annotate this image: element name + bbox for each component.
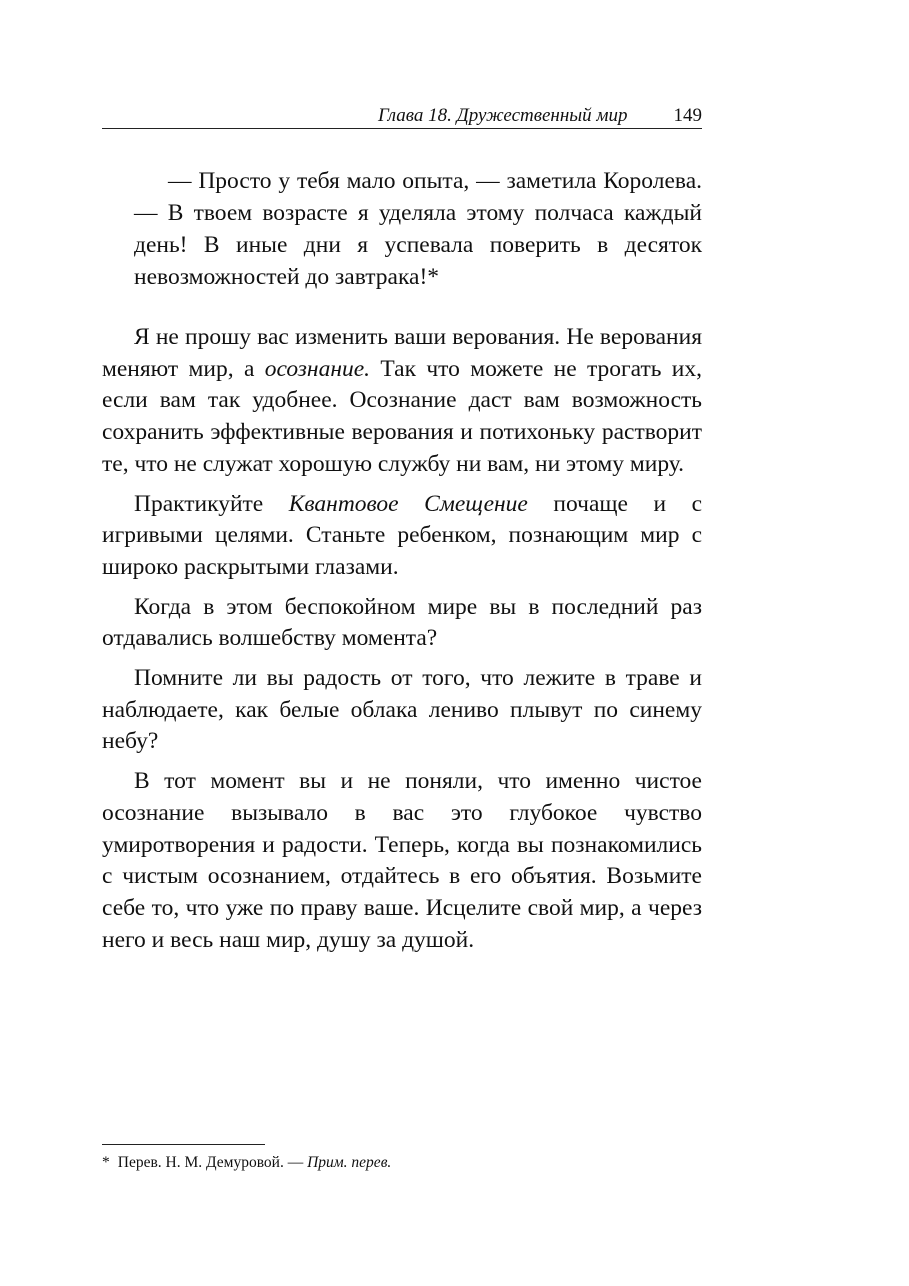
- chapter-title: Глава 18. Дружественный мир: [377, 105, 628, 126]
- paragraph-1-text-end: Так что можете не трогать их, если вам так удобнее. Осознание даст вам возможность сохранить эффективные верования и потихоньку растворит те, что не служат хорошую службу ни вам, ни этому миру.: [102, 355, 702, 477]
- epigraph-quote: [134, 165, 702, 293]
- footnote-note: Прим. перев.: [307, 1154, 392, 1171]
- emphasis-awareness: осознание.: [264, 355, 371, 382]
- running-header: [102, 102, 702, 129]
- paragraph-3: Когда в этом беспокойном мире вы в последний раз отдавались волшебству момента?: [102, 593, 702, 652]
- paragraph-2-text-start: Практикуйте: [134, 490, 289, 517]
- epigraph-text: — Просто у тебя мало опыта, — заметила Королева. — В твоем возрасте я уделяла этому полчаса каждый день! В иные дни я успевала поверить в десяток невозможностей до завтрака!*: [134, 168, 702, 290]
- emphasis-quantum-shift: Квантовое Смещение: [288, 490, 528, 517]
- footnote-marker: *: [102, 1154, 110, 1171]
- paragraph-5: В тот момент вы и не поняли, что именно чистое осознание вызывало в вас это глубокое чувство умиротворения и радости. Теперь, когда вы познакомились с чистым осознанием, отдайтесь в его объятия. Возьмите себе то, что уже по праву ваше. Исцелите свой мир, а через него и весь наш мир, душу за душой.: [102, 768, 702, 953]
- paragraph-2-text-end: почаще и с игривыми целями. Станьте ребенком, познающим мир с широко раскрытыми глазами.: [102, 490, 702, 580]
- footnote: [102, 1152, 391, 1174]
- paragraph-4: Помните ли вы радость от того, что лежите в траве и наблюдаете, как белые облака лениво плывут по синему небу?: [102, 665, 702, 755]
- body-text: [102, 322, 702, 964]
- footnote-text: Перев. Н. М. Демуровой. —: [117, 1154, 308, 1171]
- paragraph-1: [102, 322, 702, 481]
- paragraph-1-text-start: Я не прошу вас изменить ваши верования. Не верования меняют мир, а: [102, 324, 702, 382]
- page-number: 149: [673, 105, 702, 126]
- paragraph-2: [102, 489, 702, 584]
- footnote-divider: [102, 1144, 265, 1145]
